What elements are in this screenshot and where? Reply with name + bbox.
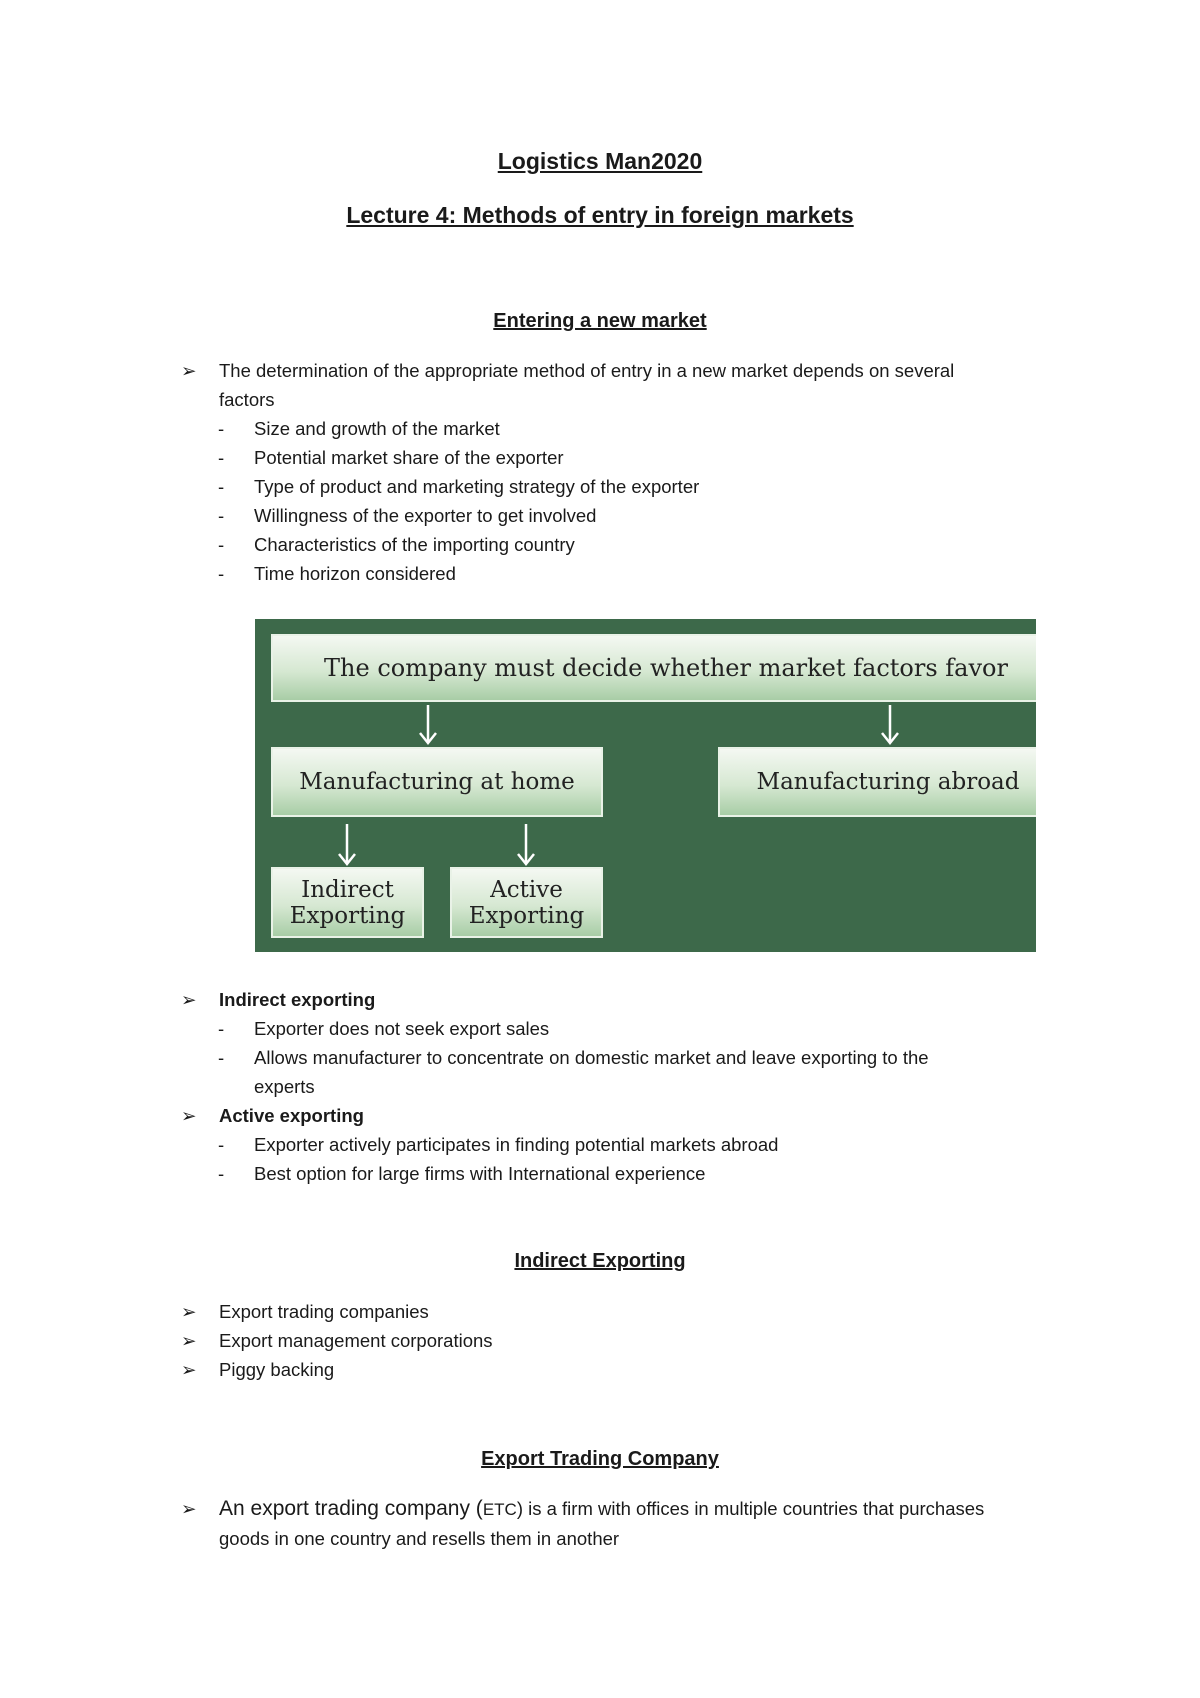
- heading-export-trading-company: Export Trading Company: [481, 1448, 719, 1470]
- heading-indirect-exporting: Indirect Exporting: [514, 1250, 686, 1272]
- diagram-box-active-exporting: Active Exporting: [450, 867, 603, 938]
- diagram-box-manufacturing-home: Manufacturing at home: [271, 747, 603, 817]
- course-title: Logistics Man2020: [497, 148, 703, 174]
- diagram-box-indirect-exporting: Indirect Exporting: [271, 867, 424, 938]
- heading-entering-new-market: Entering a new market: [493, 310, 707, 332]
- arrow-bullet-icon: ➢: [181, 1359, 197, 1380]
- arrow-down-icon: [332, 822, 362, 868]
- arrow-bullet-icon: ➢: [181, 989, 197, 1010]
- entry-method-diagram: [255, 619, 1036, 952]
- diagram-box-decision: The company must decide whether market factors favor: [271, 634, 1036, 702]
- diagram-box-manufacturing-abroad: Manufacturing abroad: [718, 747, 1036, 817]
- arrow-bullet-icon: ➢: [181, 1105, 197, 1126]
- arrow-bullet-icon: ➢: [181, 1330, 197, 1351]
- lecture-title: Lecture 4: Methods of entry in foreign markets: [346, 202, 854, 228]
- arrow-bullet-icon: ➢: [181, 1498, 197, 1519]
- arrow-down-icon: [511, 822, 541, 868]
- intro-line1: The determination of the appropriate method of entry in a new market depends on several: [219, 360, 955, 381]
- arrow-down-icon: [413, 703, 443, 747]
- arrow-bullet-icon: ➢: [181, 360, 197, 381]
- arrow-down-icon: [875, 703, 905, 747]
- intro-line2: factors: [219, 389, 275, 410]
- arrow-bullet-icon: ➢: [181, 1301, 197, 1322]
